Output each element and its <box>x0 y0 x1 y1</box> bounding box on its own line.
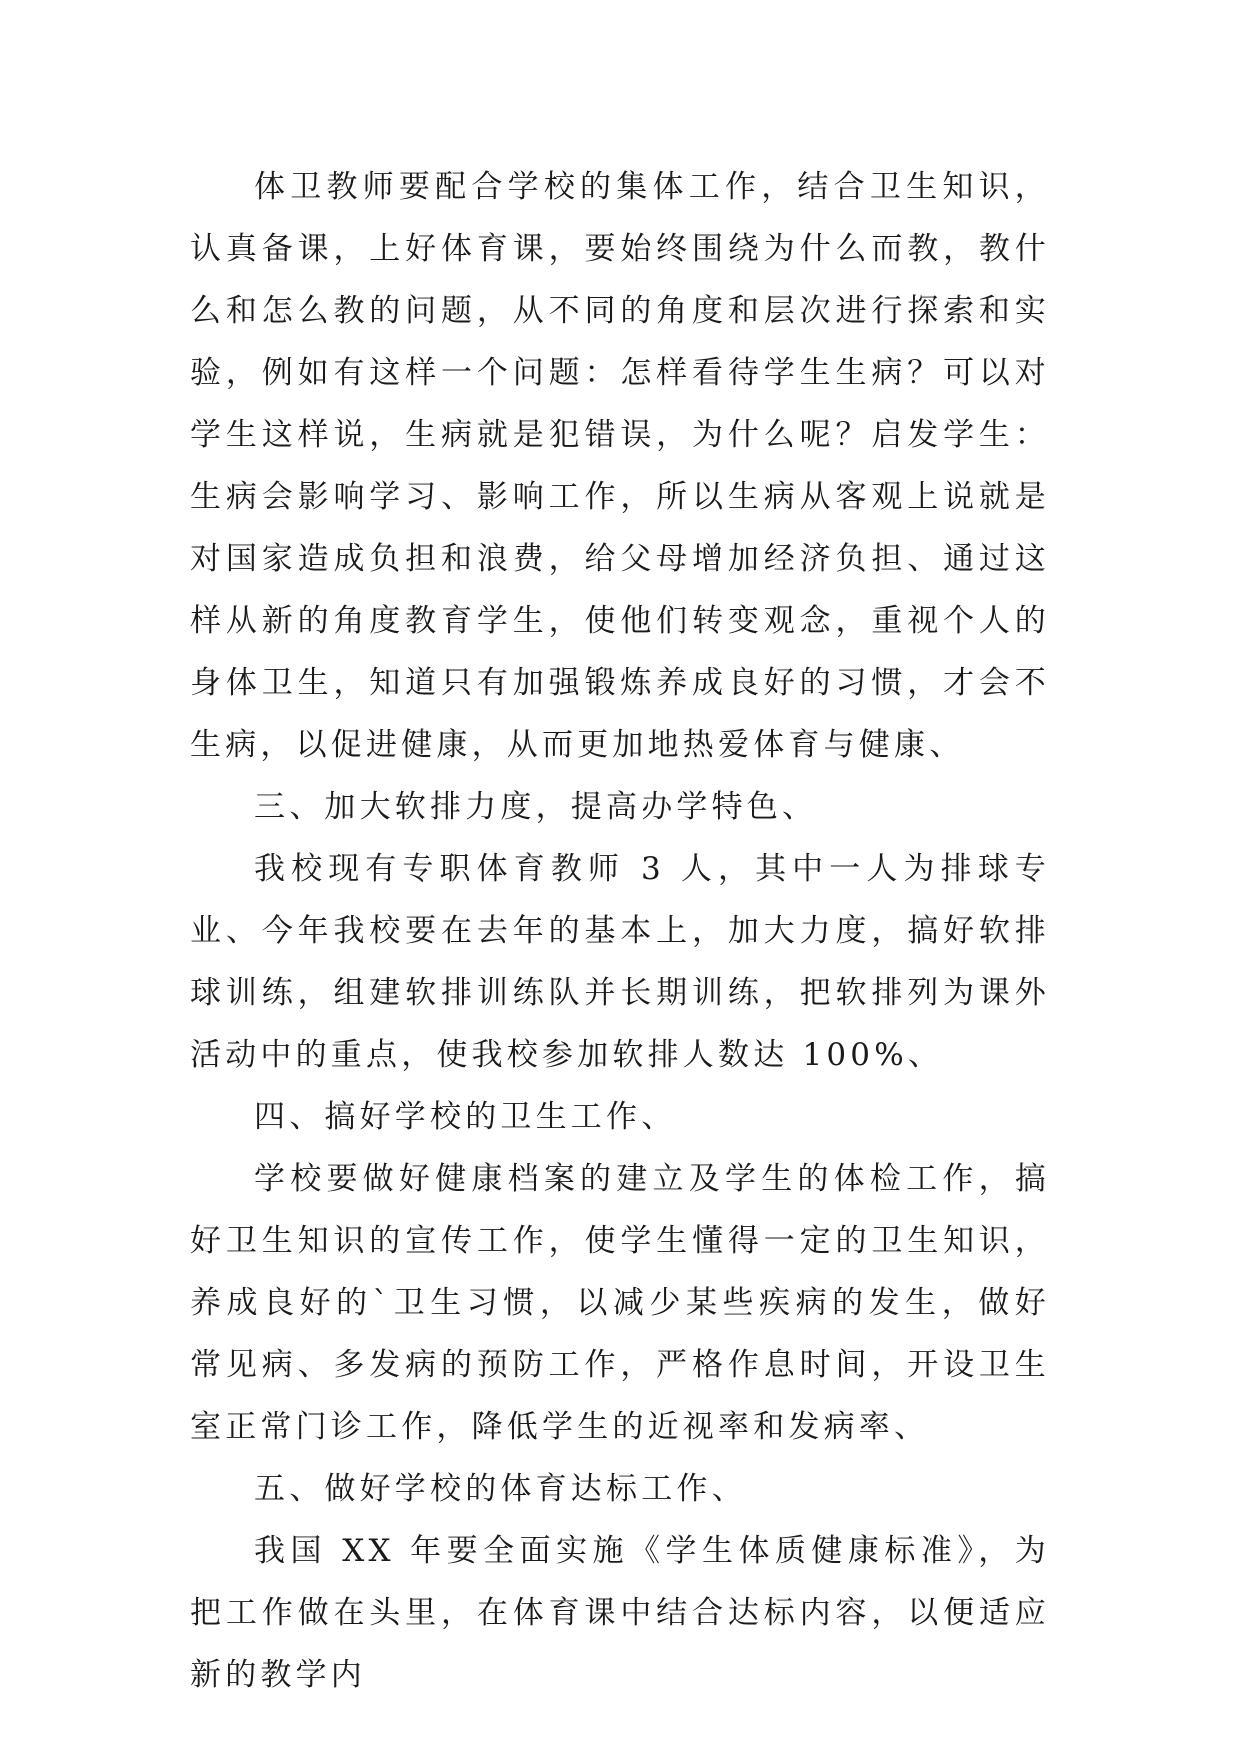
document-body <box>190 156 1050 1706</box>
heading-section-three: 三、加大软排力度，提高办学特色、 <box>254 789 818 825</box>
paragraph-health-teaching: 体卫教师要配合学校的集体工作，结合卫生知识，认真备课，上好体育课，要始终围绕为什么而教，教什么和怎么教的问题，从不同的角度和层次进行探索和实验，例如有这样一个问题：怎样看待学生生病？可以对学生这样说，生病就是犯错误，为什么呢？启发学生：生病会影响学习、影响工作，所以生病从客观上说就是对国家造成负担和浪费，给父母增加经济负担、通过这样从新的角度教育学生，使他们转变观念，重视个人的身体卫生，知道只有加强锻炼养成良好的习惯，才会不生病，以促进健康，从而更加地热爱体育与健康、 <box>190 169 1050 763</box>
paragraph-volleyball: 我校现有专职体育教师 3 人，其中一人为排球专业、今年我校要在去年的基本上，加大力度，搞好软排球训练，组建软排训练队并长期训练，把软排列为课外活动中的重点，使我校参加软排人数达 100%、 <box>190 851 1050 1073</box>
heading-section-four: 四、搞好学校的卫生工作、 <box>254 1099 677 1135</box>
paragraph-school-hygiene: 学校要做好健康档案的建立及学生的体检工作，搞好卫生知识的宣传工作，使学生懂得一定的卫生知识，养成良好的`卫生习惯，以减少某些疾病的发生，做好常见病、多发病的预防工作，严格作息时间，开设卫生室正常门诊工作，降低学生的近视率和发病率、 <box>190 1161 1050 1445</box>
heading-section-five: 五、做好学校的体育达标工作、 <box>254 1471 747 1507</box>
paragraph-fitness-standard: 我国 XX 年要全面实施《学生体质健康标准》，为把工作做在头里，在体育课中结合达标内容，以便适应新的教学内 <box>190 1533 1050 1693</box>
